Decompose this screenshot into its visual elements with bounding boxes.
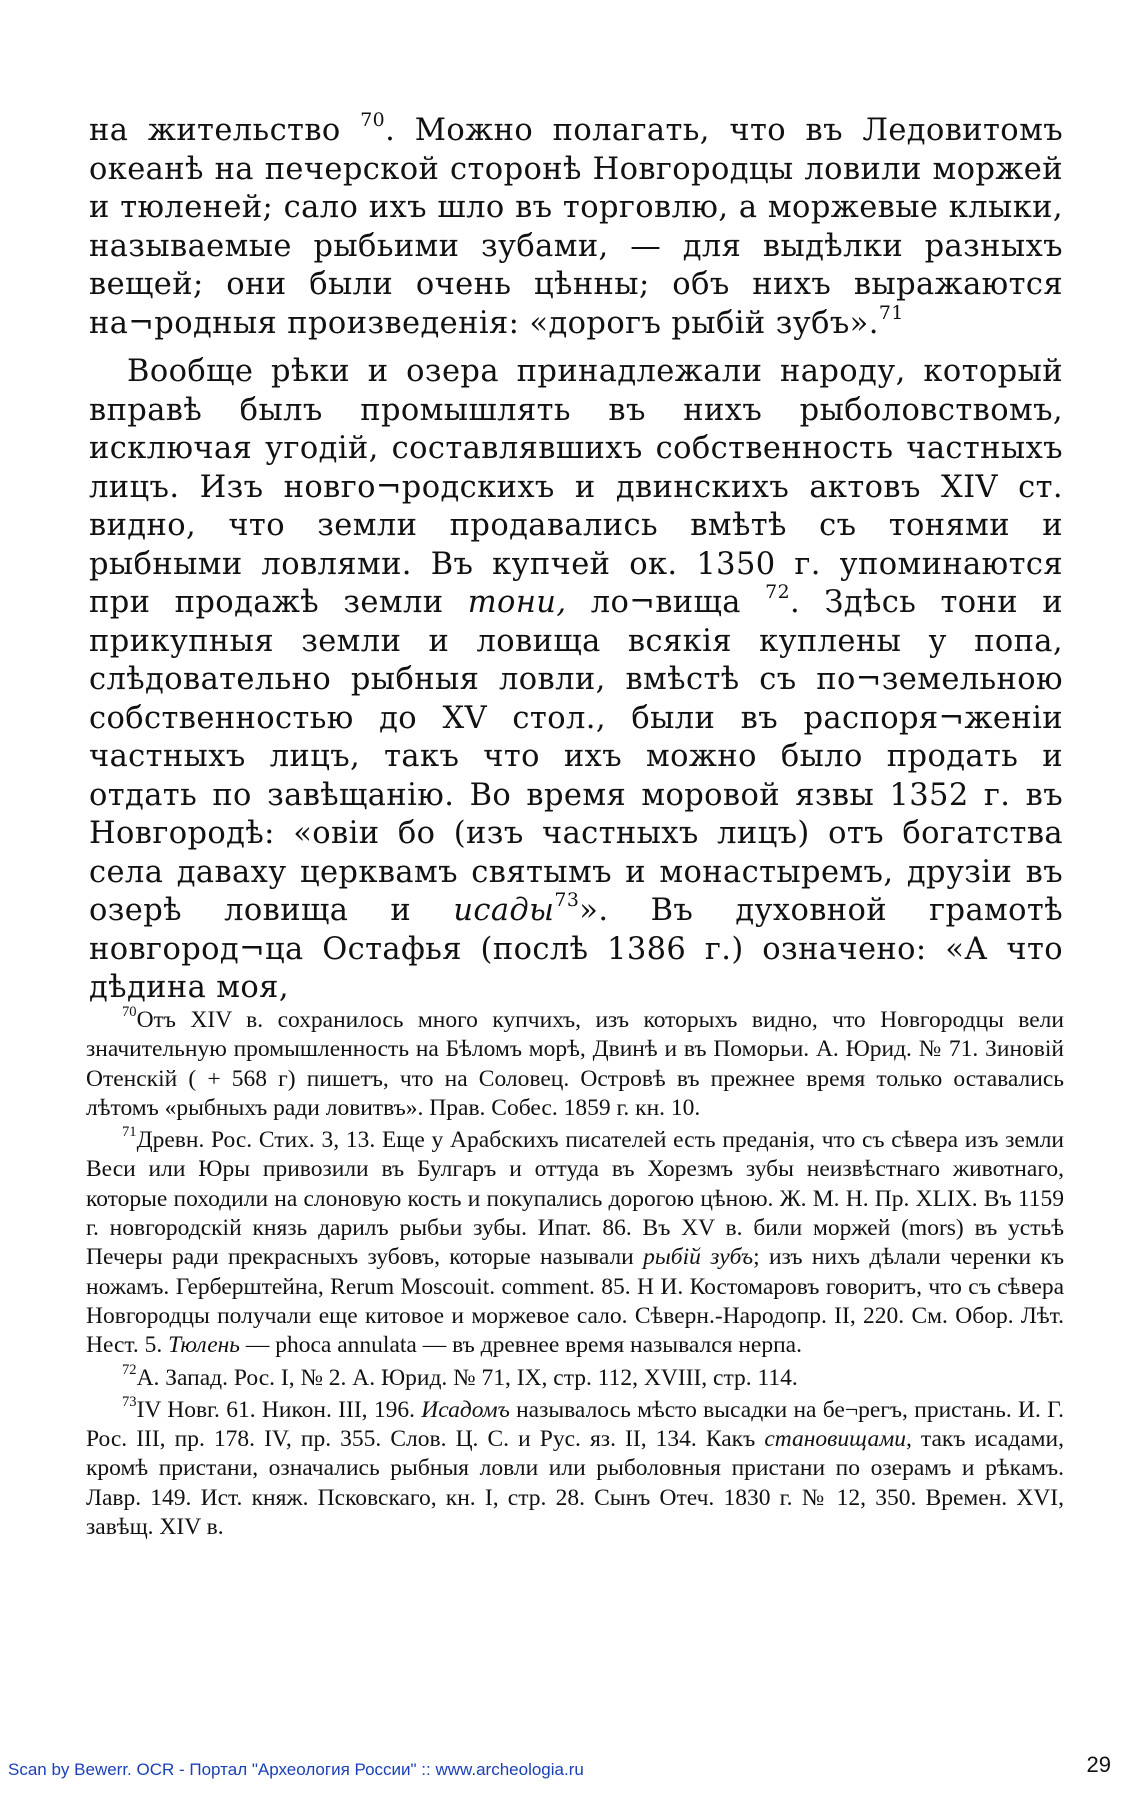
p2-text-d: ». Въ духовной грамотѣ новгород¬ца Остафья (послѣ 1386 г.) означено: «А что дѣдина моя, bbox=[89, 893, 1063, 1005]
footnote-73-text-c: такъ исадами, кромѣ пристани, означались рыбныя ловли или рыболовныя пристани по озерамъ и рѣкамъ. Лавр. 149. Ист. княж. Псковскаго, кн. I, стр. 28. Сынъ Отеч. 1830 г. № 12, 350. Времен. XVI, завѣщ. XIV в. bbox=[86, 1426, 1064, 1541]
p2-text-c: . Здѣсь тони и прикупныя земли и ловища всякія куплены у попа, слѣдовательно рыбныя ловли, вмѣстѣ съ по¬земельною собственностью до XV стол., были въ распоря¬женіи частныхъ лицъ, такъ что ихъ можно было продать и отдать по завѣщанію. Во время моровой язвы 1352 г. въ Новгородѣ: «овіи бо (изъ частныхъ лицъ) отъ богатства села даваху церквамъ святымъ и монастыремъ, друзіи въ озерѣ ловища и bbox=[89, 585, 1063, 928]
footnote-70 bbox=[86, 1006, 1064, 1123]
footnotes bbox=[86, 1006, 1064, 1545]
term-tony: тони, bbox=[467, 585, 567, 620]
main-text bbox=[89, 108, 1063, 1008]
footnote-ref-71: 71 bbox=[878, 301, 904, 324]
footnote-ref-73: 73 bbox=[554, 888, 580, 911]
p1-text-a: на жительство bbox=[89, 113, 361, 148]
footnote-72 bbox=[86, 1361, 1064, 1393]
footnote-71-text-b: ; изъ нихъ дѣлали черенки къ ножамъ. Герберштейна, Rerum Moscouit. comment. 85. Н И. Костомаровъ говоритъ, что съ сѣвера Новгородцы получали еще китовое и моржевое сало. Сѣверн.-Народопр. II, 220. См. Обор. Лѣт. Нест. 5. bbox=[86, 1244, 1064, 1359]
footnote-72-text: А. Запад. Рос. I, № 2. А. Юрид. № 71, IX, стр. 112, XVIII, стр. 114. bbox=[136, 1364, 798, 1391]
footnote-71-italic-2: Тюлень bbox=[168, 1332, 240, 1359]
footnote-71-number: 71 bbox=[122, 1124, 137, 1141]
p2-text-a: Вообще рѣки и озера принадлежали народу, который вправѣ былъ промышлять въ нихъ рыболовствомъ, исключая угодій, составлявшихъ собственность частныхъ лицъ. Изъ новго¬родскихъ и двинскихъ актовъ XIV ст. видно, что земли продавались вмѣтѣ съ тонями и рыбными ловлями. Въ купчей ок. 1350 г. упоминаются при продажѣ земли bbox=[89, 354, 1063, 620]
footnote-73-text-b: называлось мѣсто высадки на бе¬регъ, пристань. И. Г. Рос. III, пр. 178. IV, пр. 355. Слов. Ц. С. и Рус. яз. II, 134. Какъ bbox=[86, 1396, 1064, 1453]
footnote-ref-72: 72 bbox=[765, 580, 790, 603]
footnote-73-number: 73 bbox=[122, 1393, 137, 1410]
p1-text-b: . Можно полагать, что въ Ледовитомъ океанѣ на печерской сторонѣ Новгородцы ловили моржей и тюленей; сало ихъ шло въ торговлю, а моржевые клыки, называемые рыбьими зубами, — для выдѣлки разныхъ вещей; они были очень цѣнны; объ нихъ выражаются на¬родныя произведенія: «дорогъ рыбій зубъ». bbox=[89, 113, 1063, 341]
footnote-71-text-a: Древн. Рос. Стих. 3, 13. Еще у Арабскихъ писателей есть преданія, что съ сѣвера изъ земли Веси или Юры привозили въ Булгаръ и оттуда въ Хорезмъ зубы неизвѣстнаго животнаго, которые походили на слоновую кость и покупались дорогою цѣною. Ж. М. Н. Пр. XLIX. Въ 1159 г. новгородскій князь дарилъ рыбьи зубы. Ипат. 86. Въ XV в. били моржей (mors) въ устьѣ Печеры ради прекрасныхъ зубовъ, которые называли bbox=[86, 1127, 1064, 1271]
footnote-73 bbox=[86, 1393, 1064, 1542]
paragraph-1 bbox=[89, 108, 1063, 343]
footnote-71 bbox=[86, 1126, 1064, 1360]
paragraph-2 bbox=[89, 353, 1063, 1008]
footnote-71-italic-1: рыбій зубъ bbox=[643, 1244, 754, 1271]
footnote-ref-70: 70 bbox=[360, 108, 386, 131]
page-number: 29 bbox=[1086, 1752, 1111, 1777]
footnote-70-number: 70 bbox=[122, 1004, 137, 1021]
scan-credit: Scan by Bewerr. OCR - Портал "Археология России" :: www.archeologia.ru bbox=[8, 1760, 584, 1779]
footnote-72-number: 72 bbox=[122, 1361, 137, 1378]
footnote-70-text: Отъ XIV в. сохранилось много купчихъ, изъ которыхъ видно, что Новгородцы вели значительную промышленность на Бѣломъ морѣ, Двинѣ и въ Поморьи. А. Юрид. № 71. Зиновій Отенскій ( + 568 г) пишетъ, что на Соловец. Островѣ въ прежнее время только оставались лѣтомъ «рыбныхъ ради ловитвъ». Прав. Собес. 1859 г. кн. 10. bbox=[86, 1007, 1064, 1121]
p2-text-b: ло¬вища bbox=[566, 585, 766, 620]
footnote-71-text-c: — phoca annulata — въ древнее время назывался нерпа. bbox=[240, 1332, 802, 1359]
footnote-73-italic-1: Исадомъ bbox=[421, 1396, 510, 1423]
footnote-73-text-a: IV Новг. 61. Никон. III, 196. bbox=[136, 1396, 422, 1423]
term-isady: исады bbox=[453, 893, 555, 928]
footnote-73-italic-2: становищами, bbox=[764, 1426, 912, 1453]
